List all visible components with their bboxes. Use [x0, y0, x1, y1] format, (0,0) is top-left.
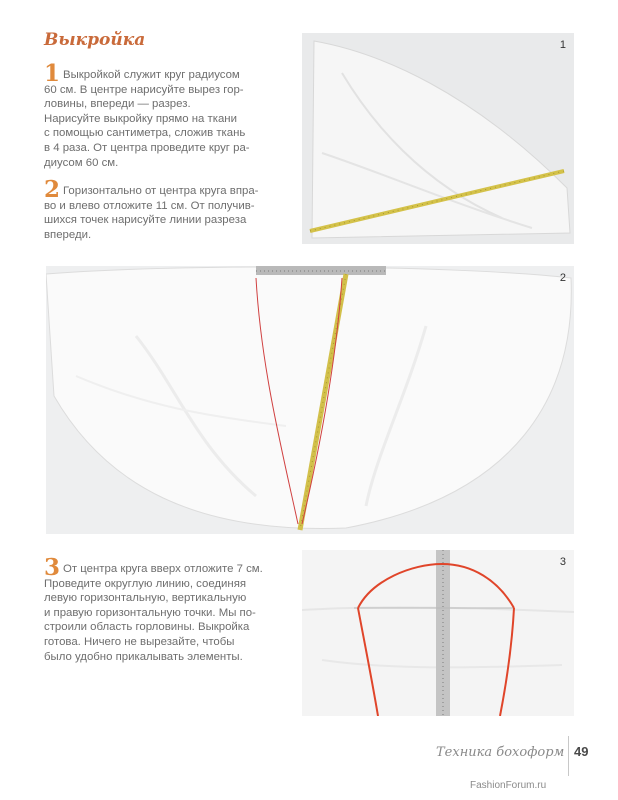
step-2-line: во и влево отложите 11 см. От получив- [44, 199, 255, 212]
step-3-line: было удобно прикалывать элементы. [44, 650, 243, 663]
photo-2-label: 2 [559, 272, 566, 284]
footer-title: Техника бохоформ [436, 745, 565, 760]
step-1-line: с помощью сантиметра, сложив ткань [44, 127, 246, 140]
step-1-line: диусом 60 см. [44, 156, 119, 169]
step-2 [44, 176, 294, 242]
step-1-line: ловины, впереди — разрез. [44, 98, 191, 111]
photo-1-label: 1 [559, 39, 566, 51]
photo-1 [302, 33, 574, 244]
step-1-number: 1 [44, 60, 61, 87]
watermark: FashionForum.ru [470, 780, 547, 791]
step-3-line: От центра круга вверх отложите 7 см. [63, 563, 263, 575]
page-number: 49 [574, 744, 589, 759]
step-3-line: левую горизонтальную, вертикальную [44, 592, 247, 605]
step-2-number: 2 [44, 176, 61, 203]
photo-2 [46, 266, 574, 534]
photo-1-image [302, 33, 574, 244]
step-2-line: Горизонтально от центра круга впра- [63, 185, 259, 197]
step-1-line: 60 см. В центре нарисуйте вырез гор- [44, 83, 244, 96]
section-title: Выкройка [44, 30, 146, 50]
step-3-number: 3 [44, 554, 61, 581]
photo-3-label: 3 [559, 556, 566, 568]
step-3-line: и правую горизонтальную точки. Мы по- [44, 606, 256, 619]
step-1 [44, 60, 294, 170]
step-3-line: строили область горловины. Выкройка [44, 621, 250, 634]
step-1-line: Выкройкой служит круг радиусом [63, 69, 240, 81]
photo-3 [302, 550, 574, 716]
step-3-line: готова. Ничего не вырезайте, чтобы [44, 635, 235, 648]
step-2-line: шихся точек нарисуйте линии разреза [44, 214, 247, 227]
step-1-line: Нарисуйте выкройку прямо на ткани [44, 112, 237, 125]
step-3-line: Проведите округлую линию, соединяя [44, 577, 247, 590]
step-1-line: в 4 раза. От центра проведите круг ра- [44, 141, 250, 154]
step-2-line: впереди. [44, 228, 92, 241]
photo-2-image [46, 266, 574, 534]
footer-divider [568, 736, 569, 776]
step-3 [44, 554, 294, 664]
photo-3-image [302, 550, 574, 716]
